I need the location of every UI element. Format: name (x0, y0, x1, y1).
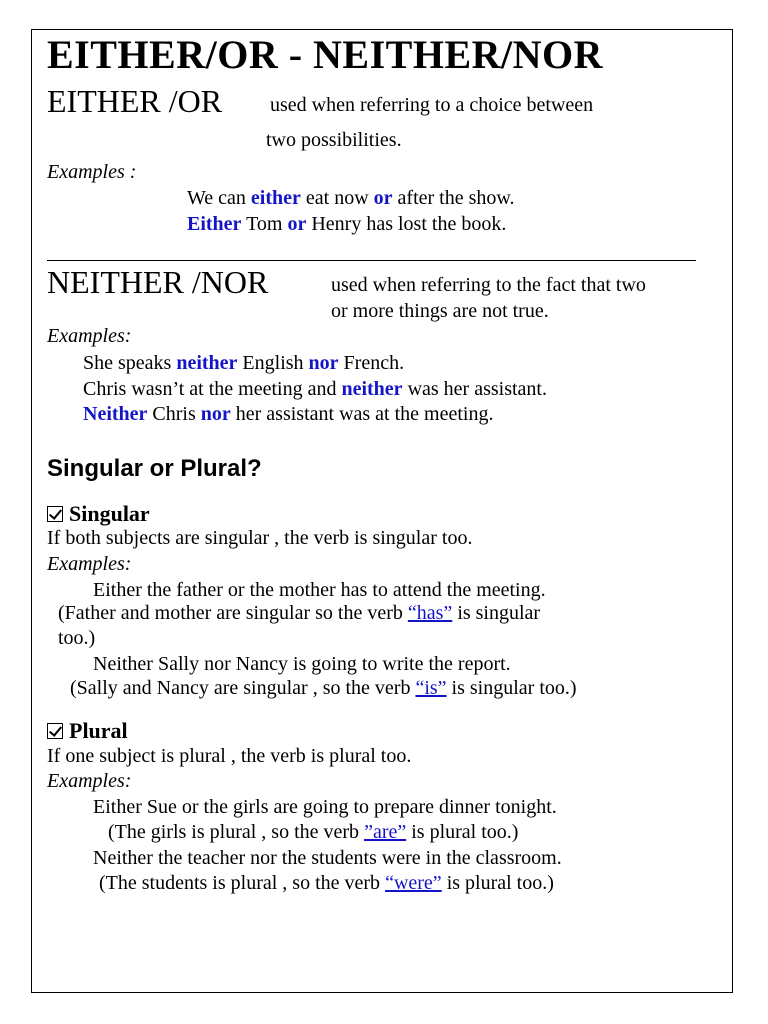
singular-examples-label: Examples: (47, 553, 132, 575)
singular-or-plural-heading: Singular or Plural? (47, 455, 262, 482)
singular-example-1-note-cont: too.) (58, 627, 96, 649)
page-title: EITHER/OR - NEITHER/NOR (47, 32, 604, 77)
plural-example-1: Either Sue or the girls are going to prepare dinner tonight. (93, 796, 557, 818)
either-or-heading: EITHER /OR (47, 83, 223, 119)
neither-nor-heading: NEITHER /NOR (47, 264, 269, 300)
checkmark-box-icon (47, 723, 63, 739)
singular-rule: If both subjects are singular , the verb is singular too. (47, 527, 473, 549)
singular-heading: Singular (47, 500, 150, 528)
neither-examples-label: Examples: (47, 325, 132, 347)
singular-example-1-note: (Father and mother are singular so the verb “has” is singular (58, 602, 541, 624)
checkmark-box-icon (47, 506, 63, 522)
verb-are-link: ”are” (364, 821, 407, 843)
singular-example-1: Either the father or the mother has to attend the meeting. (93, 579, 546, 601)
singular-example-2-note: (Sally and Nancy are singular , so the verb “is” is singular too.) (70, 677, 577, 699)
plural-rule: If one subject is plural , the verb is plural too. (47, 745, 412, 767)
neither-example-2: Chris wasn’t at the meeting and neither was her assistant. (83, 378, 547, 400)
plural-examples-label: Examples: (47, 770, 132, 792)
neither-nor-description-cont: or more things are not true. (331, 300, 549, 322)
singular-example-2: Neither Sally nor Nancy is going to write the report. (93, 653, 511, 675)
plural-heading: Plural (47, 717, 128, 745)
either-or-description: used when referring to a choice between (270, 94, 594, 116)
neither-example-3: Neither Chris nor her assistant was at the meeting. (83, 403, 494, 425)
section-divider (47, 260, 696, 261)
verb-were-link: “were” (385, 872, 442, 894)
neither-nor-description: used when referring to the fact that two (331, 274, 646, 296)
either-example-1: We can either eat now or after the show. (187, 187, 515, 209)
neither-example-1: She speaks neither English nor French. (83, 352, 405, 374)
either-or-description-cont: two possibilities. (266, 129, 402, 151)
plural-example-1-note: (The girls is plural , so the verb ”are” is plural too.) (108, 821, 519, 843)
verb-has-link: “has” (407, 602, 453, 624)
plural-example-2: Neither the teacher nor the students were in the classroom. (93, 847, 562, 869)
plural-example-2-note: (The students is plural , so the verb “were” is plural too.) (99, 872, 554, 894)
either-examples-label: Examples : (47, 161, 137, 183)
verb-is-link: “is” (415, 677, 447, 699)
either-example-2: Either Tom or Henry has lost the book. (187, 213, 507, 235)
